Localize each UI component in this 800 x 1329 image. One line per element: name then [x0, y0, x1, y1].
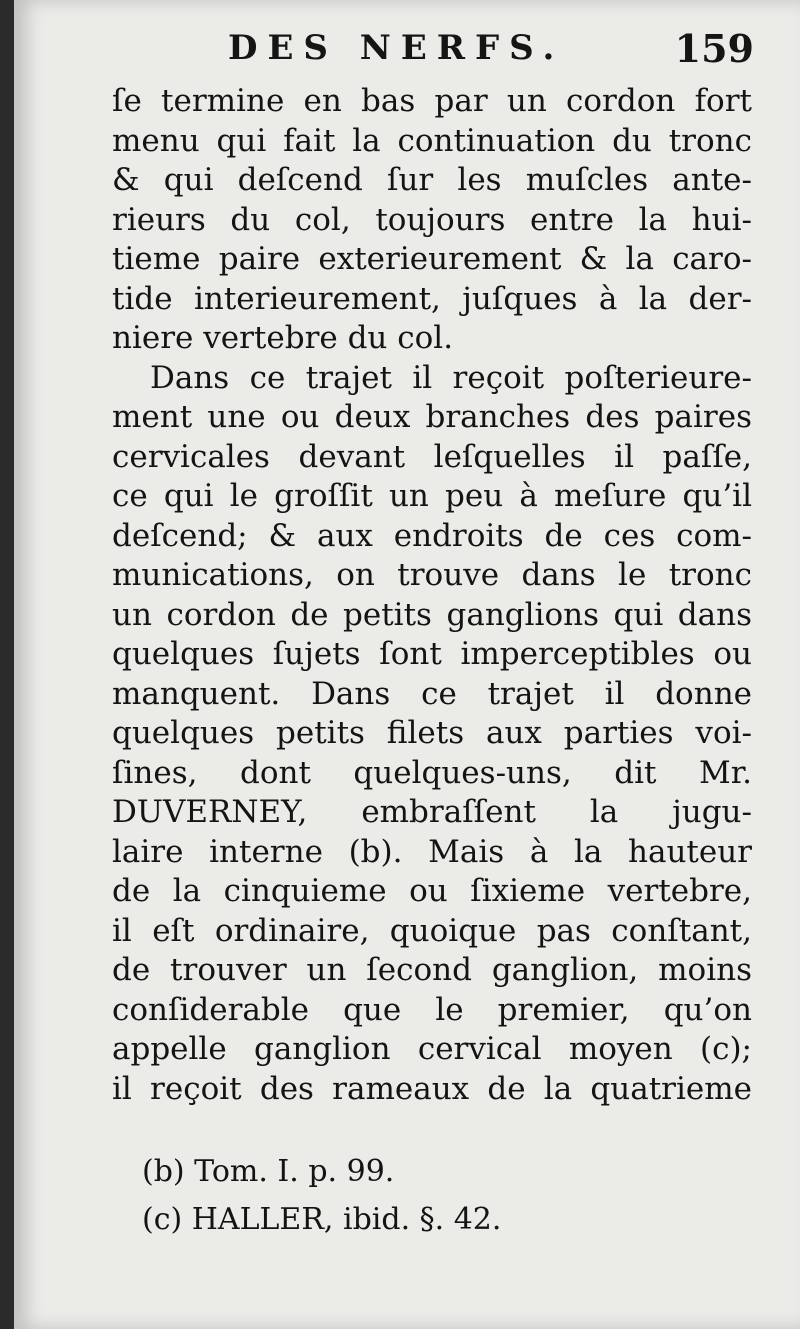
text-line: de trouver un ſecond ganglion, moins [112, 952, 752, 988]
text-line: de la cinquieme ou ſixieme vertebre, [112, 873, 752, 909]
text-line: appelle ganglion cervical moyen (c); [112, 1031, 752, 1067]
text-line: ſe termine en bas par un cordon fort [112, 83, 752, 119]
text-line: menu qui fait la continuation du tronc [112, 122, 752, 159]
text-line: il eſt ordinaire, quoique pas conſtant, [112, 912, 752, 949]
footnote-b: (b) Tom. I. p. 99. [142, 1154, 395, 1189]
book-page [14, 0, 800, 1329]
page-number: 159 [674, 26, 754, 71]
text-line: conſiderable que le premier, qu’on [112, 991, 752, 1028]
footnote-c: (c) HALLER, ibid. §. 42. [142, 1202, 502, 1237]
text-line: & qui deſcend ſur les muſcles ante- [112, 162, 752, 198]
text-line: Dans ce trajet il reçoit poſterieure- [150, 359, 752, 396]
page-header [214, 22, 754, 74]
text-line: laire interne (b). Mais à la hauteur [112, 833, 752, 870]
body-text [112, 82, 752, 1109]
text-line: niere vertebre du col. [112, 320, 454, 356]
text-line: ce qui le groſſit un peu à meſure qu’il [112, 478, 752, 514]
text-line: rieurs du col, toujours entre la hui- [112, 201, 752, 238]
text-line: ſines, dont quelques-uns, dit Mr. [112, 754, 752, 791]
text-line: cervicales devant leſquelles il paſſe, [112, 438, 752, 475]
text-line: ment une ou deux branches des paires [112, 399, 752, 435]
text-line: quelques petits filets aux parties voi- [112, 715, 752, 751]
text-line: il reçoit des rameaux de la quatrieme [112, 1070, 752, 1107]
text-line: munications, on trouve dans le tronc [112, 557, 752, 593]
text-line: manquent. Dans ce trajet il donne [112, 675, 752, 712]
running-head: DES NERFS. [228, 28, 565, 68]
text-line: tieme paire exterieurement & la caro- [112, 241, 752, 277]
text-line: tide interieurement, juſques à la der- [112, 280, 752, 317]
text-line: quelques ſujets ſont imperceptibles ou [112, 636, 752, 672]
text-line: DUVERNEY, embraſſent la jugu- [112, 794, 752, 830]
footnotes [142, 1148, 762, 1244]
text-line: un cordon de petits ganglions qui dans [112, 596, 752, 633]
text-line: deſcend; & aux endroits de ces com- [112, 517, 752, 554]
